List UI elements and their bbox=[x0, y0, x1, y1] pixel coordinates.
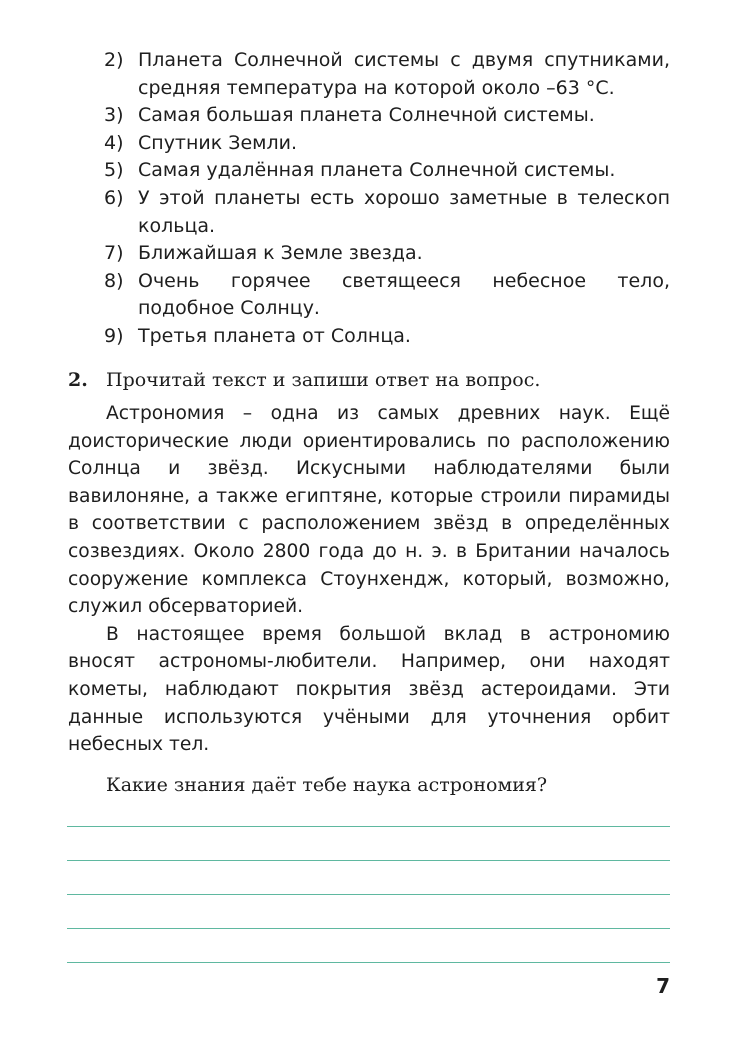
list-item-number: 8) bbox=[104, 269, 124, 292]
list-item bbox=[104, 323, 670, 351]
list-item-number: 6) bbox=[104, 186, 124, 209]
text-paragraph: В настоящее время большой вклад в астрономию вносят астрономы-любители. Например, они находят кометы, наблюдают покрытия звёзд астероидами. Эти данные используются учёными для уточнения орбит небесных тел. bbox=[68, 623, 670, 756]
text-paragraph: Астрономия – одна из самых древних наук. Ещё доисторические люди ориентировались по расположению Солнца и звёзд. Искусными наблюдателями были вавилоняне, а также египтяне, которые строили пирамиды в соответствии с расположением звёзд в определённых созвездиях. Около 2800 года до н. э. в Британии началось сооружение комплекса Стоунхендж, который, возможно, служил обсерваторией. bbox=[68, 403, 670, 618]
list-item-number: 2) bbox=[104, 49, 124, 71]
list-item-number: 7) bbox=[104, 242, 124, 265]
answer-area[interactable] bbox=[67, 826, 670, 966]
list-item-number: 3) bbox=[104, 104, 124, 127]
list-item bbox=[104, 130, 670, 158]
list-item-number: 4) bbox=[104, 131, 124, 154]
answer-line[interactable] bbox=[67, 962, 670, 963]
list-item-number: 9) bbox=[104, 324, 124, 347]
list-item bbox=[104, 185, 670, 240]
question-text: Какие знания даёт тебе наука астрономия? bbox=[106, 774, 548, 796]
list-item bbox=[104, 268, 670, 323]
reading-text bbox=[68, 400, 670, 759]
task-heading bbox=[68, 366, 672, 394]
page-number: 7 bbox=[656, 974, 670, 998]
list-item-number: 5) bbox=[104, 159, 124, 182]
list-item bbox=[104, 47, 670, 102]
list-item bbox=[104, 240, 670, 268]
answer-line[interactable] bbox=[67, 860, 670, 861]
list-item-text: Самая удалённая планета Солнечной системы. bbox=[138, 159, 616, 182]
planet-clue-list bbox=[104, 47, 670, 351]
list-item-text: У этой планеты есть хорошо заметные в телескоп кольца. bbox=[138, 186, 670, 237]
list-item bbox=[104, 157, 670, 185]
answer-line[interactable] bbox=[67, 826, 670, 827]
list-item bbox=[104, 102, 670, 130]
list-item-text: Самая большая планета Солнечной системы. bbox=[138, 104, 595, 127]
list-item-text: Спутник Земли. bbox=[138, 131, 298, 154]
task-instruction: Прочитай текст и запиши ответ на вопрос. bbox=[106, 369, 541, 391]
list-item-text: Планета Солнечной системы с двумя спутниками, средняя температура на которой около –63 °С. bbox=[138, 49, 670, 99]
list-item-text: Третья планета от Солнца. bbox=[138, 324, 411, 347]
answer-line[interactable] bbox=[67, 894, 670, 895]
answer-line[interactable] bbox=[67, 928, 670, 929]
list-item-text: Ближайшая к Земле звезда. bbox=[138, 242, 423, 265]
task-number: 2. bbox=[68, 369, 88, 391]
list-item-text: Очень горячее светящееся небесное тело, подобное Солнцу. bbox=[138, 269, 670, 320]
